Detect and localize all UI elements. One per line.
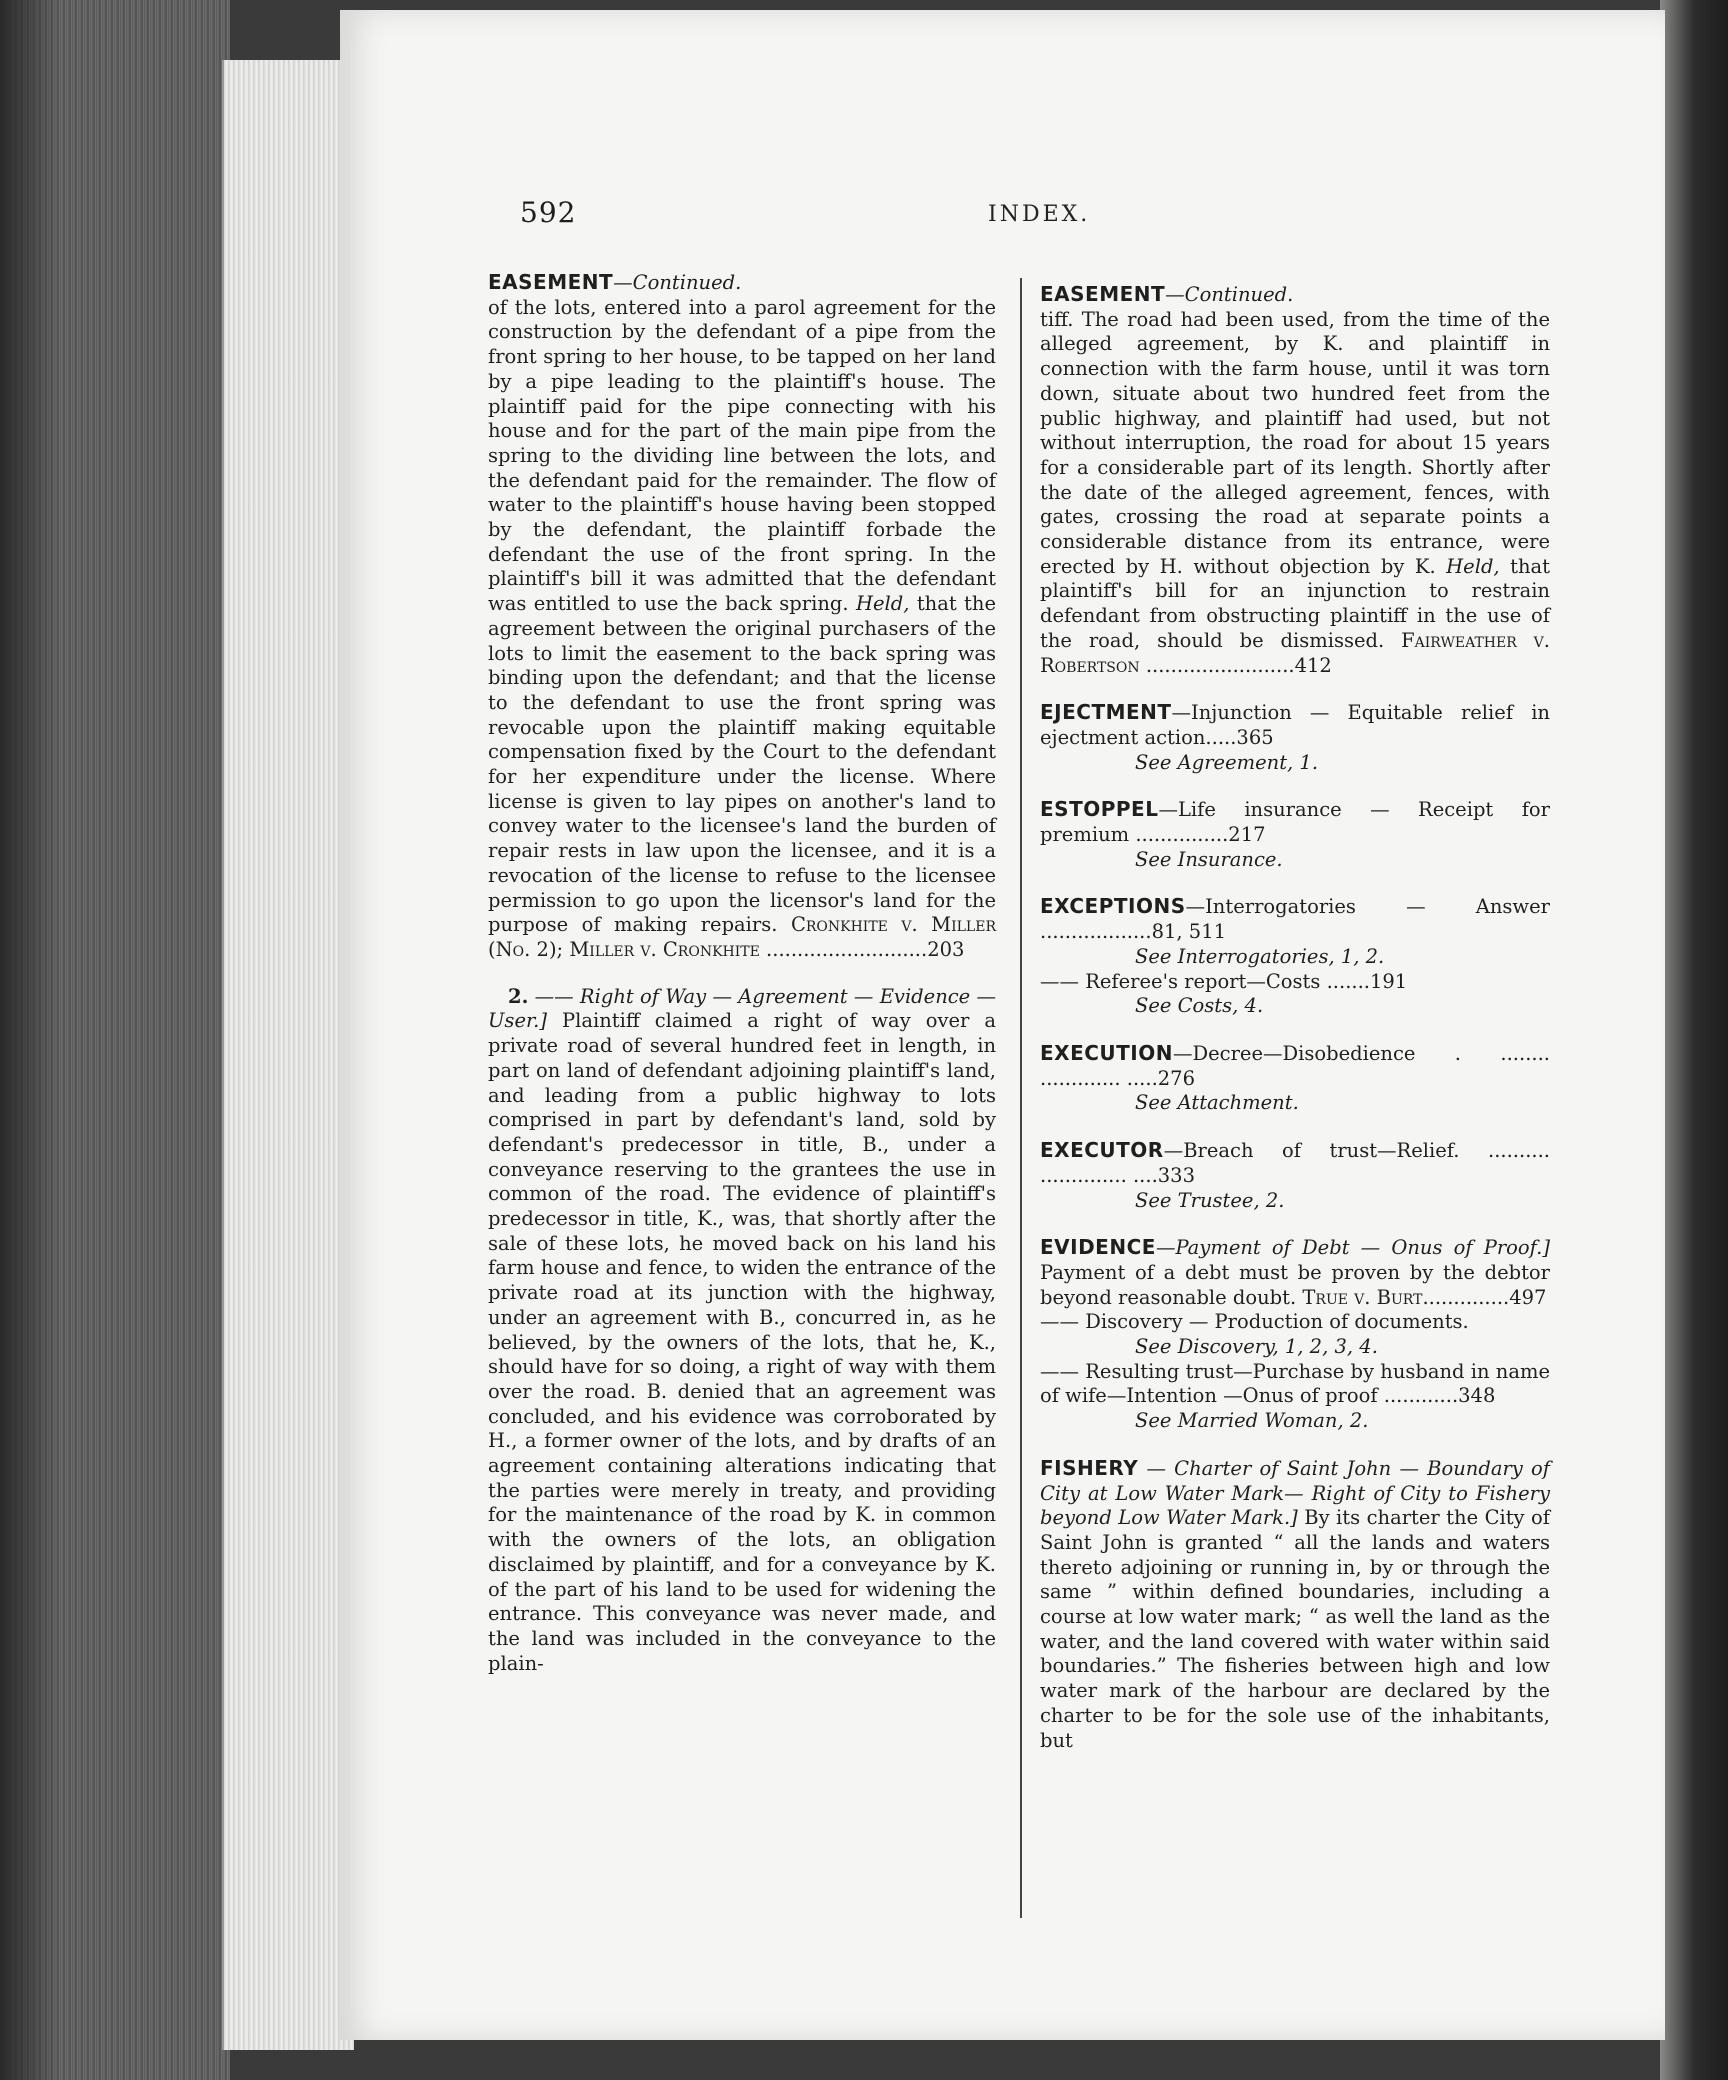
heading-estoppel: ESTOPPEL xyxy=(1040,797,1159,822)
case-citation: Fairweather v. Robertson xyxy=(1040,628,1550,677)
evidence-text: Payment of a debt must be proven by the debtor beyond reasonable doubt. xyxy=(1040,1260,1550,1309)
easement-entry-1 xyxy=(488,296,996,963)
entry-execution xyxy=(1040,1041,1550,1116)
see-reference: See Married Woman, 2. xyxy=(1135,1409,1369,1433)
exceptions-text: —Interrogatories — Answer ..................81, 511 xyxy=(1040,895,1550,944)
heading-evidence: EVIDENCE xyxy=(1040,1235,1156,1260)
left-heading xyxy=(488,270,996,296)
easement-entry-2 xyxy=(488,985,996,1677)
execution-text: —Decree—Disobedience . ........ ............. .....276 xyxy=(1040,1041,1550,1090)
heading-continued: —Continued. xyxy=(613,271,742,294)
ejectment-text: —Injunction — Equitable relief in ejectment action.....365 xyxy=(1040,701,1550,749)
heading-exceptions: EXCEPTIONS xyxy=(1040,894,1186,919)
case-citation: Cronkhite v. Miller (No. 2); Miller v. Cronkhite xyxy=(488,913,996,961)
book-edge xyxy=(0,0,230,2080)
sub-entry: —— Referee's report—Costs .......191 xyxy=(1040,969,1408,993)
heading-easement: EASEMENT xyxy=(1040,282,1166,306)
heading-easement: EASEMENT xyxy=(488,270,614,294)
adjacent-page-shadow xyxy=(1660,0,1728,2080)
right-column xyxy=(1040,282,1550,1753)
entry-text-b: that plaintiff's bill for an injunction to restrain defendant from obstructing plaintiff in the use of the road, should be dismissed. xyxy=(1040,554,1550,652)
heading-continued: —Continued. xyxy=(1165,283,1294,306)
see-reference: See Attachment. xyxy=(1135,1091,1299,1115)
entry-evidence xyxy=(1040,1235,1550,1434)
see-reference: See Trustee, 2. xyxy=(1135,1188,1285,1212)
heading-executor: EXECUTOR xyxy=(1040,1138,1164,1163)
heading-fishery: FISHERY xyxy=(1040,1455,1139,1480)
sub-entry: —— Discovery — Production of documents. xyxy=(1040,1310,1469,1334)
case-citation: True v. Burt..............497 xyxy=(1302,1285,1547,1309)
see-reference: See Agreement, 1. xyxy=(1135,750,1319,774)
page-number: 592 xyxy=(520,196,577,229)
estoppel-text: —Life insurance — Receipt for premium ...............217 xyxy=(1040,798,1550,847)
entry-fishery xyxy=(1040,1456,1550,1753)
page-stack xyxy=(222,60,354,2050)
see-reference: See Insurance. xyxy=(1135,847,1283,871)
heading-ejectment: EJECTMENT xyxy=(1040,700,1172,725)
entry-ejectment xyxy=(1040,700,1550,775)
running-head: INDEX. xyxy=(988,202,1091,227)
entry-text: tiff. The road had been used, from the time of the alleged agreement, by K. and plaintiff in connection with the farm house, until it was torn down, situate about two hundred feet from the public highway, and plaintiff had used, but not without interruption, the road for about 15 years for a considerable part of its length. Shortly after the date of the alleged agreement, fences, with gates, crossing the road at separate points a considerable distance from its entrance, were erected by H. without objection by K. xyxy=(1040,307,1550,578)
entry-exceptions xyxy=(1040,894,1550,1019)
executor-text: —Breach of trust—Relief. .......... .............. ....333 xyxy=(1040,1139,1550,1187)
held-label: Held, xyxy=(1446,554,1500,578)
heading-execution: EXECUTION xyxy=(1040,1040,1173,1065)
page-ref: ........................412 xyxy=(1145,653,1332,677)
held-label: Held, xyxy=(855,592,910,616)
page-header xyxy=(520,196,1520,236)
fishery-title: — Charter of Saint John — Boundary of City at Low Water Mark— Right of City to Fishery beyond Low Water Mark.] xyxy=(1040,1456,1550,1530)
see-reference: See Costs, 4. xyxy=(1135,994,1264,1018)
evidence-title: —Payment of Debt — Onus of Proof.] xyxy=(1155,1236,1550,1260)
column-divider xyxy=(1020,278,1022,1918)
left-column xyxy=(488,270,996,1676)
see-reference: See Discovery, 1, 2, 3, 4. xyxy=(1135,1335,1378,1359)
entry-executor xyxy=(1040,1138,1550,1213)
right-heading xyxy=(1040,282,1550,308)
entry-text: of the lots, entered into a parol agreement for the construction by the defendant of a pipe from the front spring to her house, to be tapped on her land by a pipe leading to the plaintiff's house. The plaintiff paid for the pipe connecting with his house and for the part of the main pipe from the spring to the dividing line between the lots, and the defendant paid for the remainder. The flow of water to the plaintiff's house having been stopped by the defendant, the plaintiff forbade the defendant the use of the front spring. In the plaintiff's bill it was admitted that the defendant was entitled to use the back spring. xyxy=(488,295,996,616)
sub-entry: —— Resulting trust—Purchase by husband in name of wife—Intention —Onus of proof ............348 xyxy=(1040,1359,1550,1408)
entry-estoppel xyxy=(1040,797,1550,872)
page-ref: ..........................203 xyxy=(766,937,965,961)
entry-title: —— Right of Way — Agreement — Evidence — User.] xyxy=(488,984,996,1033)
easement-entry-continued xyxy=(1040,308,1550,679)
entry-number: 2. xyxy=(508,984,529,1008)
entry-text-b: that the agreement between the original purchasers of the lots to limit the easement to the back spring was binding upon the defendant; and that the license to the defendant to use the front spring was revocable upon the plaintiff making equitable compensation fixed by the Court to the defendant for her expenditure under the license. Where license is given to lay pipes on another's land to convey water to the licensee's land the burden of repair rests in law upon the licensee, and it is a revocation of the license to refuse to the licensee permission to go upon the licensor's land for the purpose of making repairs. xyxy=(488,592,996,937)
fishery-text: By its charter the City of Saint John is granted “ all the lands and waters thereto adjoining or running in, by or through the same ” within defined boundaries, including a course at low water mark; “ as well the land as the water, and the land covered with water within said boundaries.” The fisheries between high and low water mark of the harbour are declared by the charter to be for the sole use of the inhabitants, but xyxy=(1040,1506,1550,1752)
entry-text: Plaintiff claimed a right of way over a private road of several hundred feet in length, in part on land of defendant adjoining plaintiff's land, and leading from a public highway to lots comprised in part by defendant's land, sold by defendant's predecessor in title, B., under a conveyance reserving to the grantees the use in common of the road. The evidence of plaintiff's predecessor in title, K., was, that shortly after the sale of these lots, he moved back on his land his farm house and fence, to widen the entrance of the private road at its junction with the highway, under an agreement with B., concurred in, as he believed, by the owners of the lots, that he, K., should have for so doing, a right of way with them over the road. B. denied that an agreement was concluded, and his evidence was corroborated by H., a former owner of the lots, and by drafts of an agreement containing alterations indicating that the parties were merely in treaty, and providing for the maintenance of the road by K. in common with the owners of the lots, an obligation disclaimed by plaintiff, and for a conveyance by K. of the part of his land to be used for widening the entrance. This conveyance was never made, and the land was included in the conveyance to the plain- xyxy=(488,1009,996,1675)
see-reference: See Interrogatories, 1, 2. xyxy=(1135,944,1385,968)
